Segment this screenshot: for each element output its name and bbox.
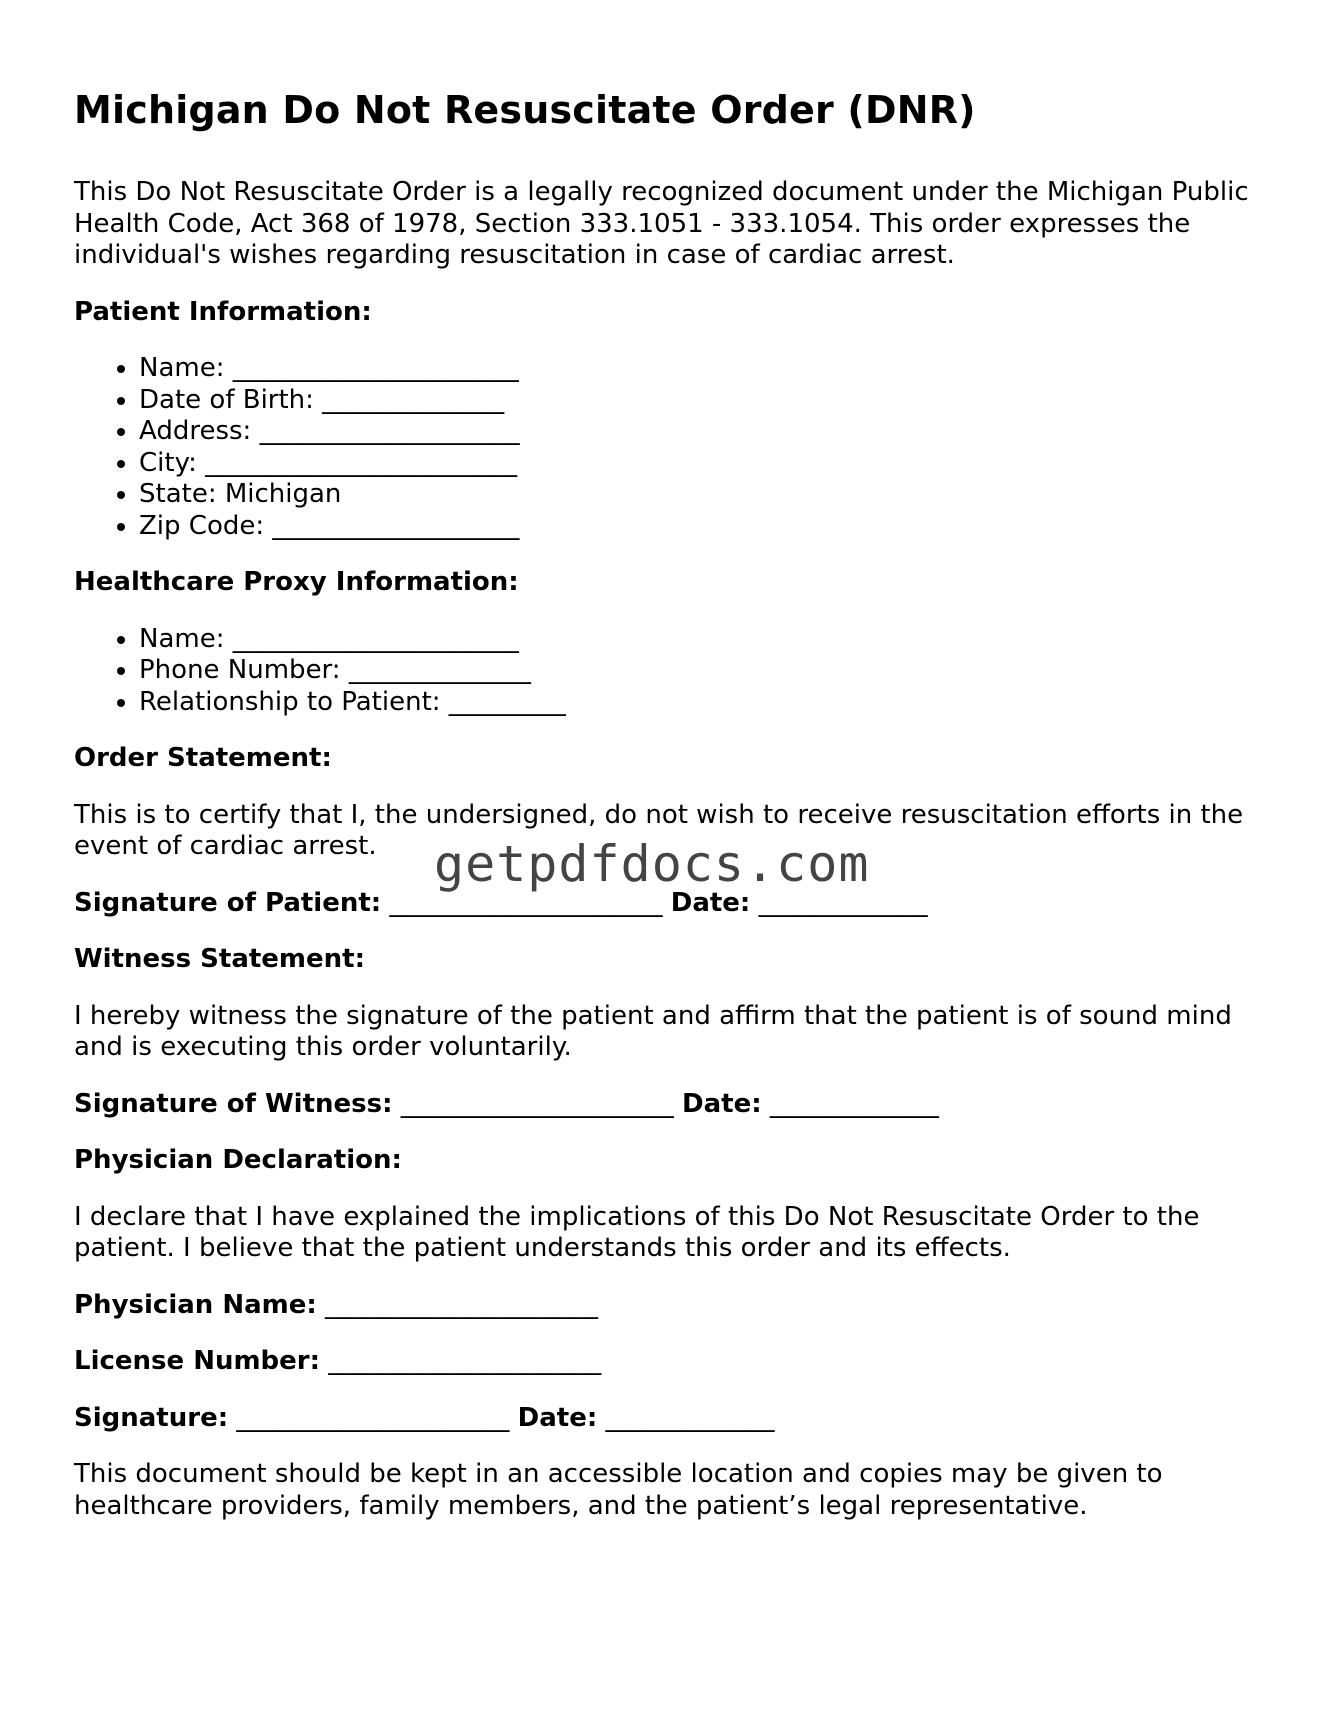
physician-name-label: Physician Name:	[74, 1289, 317, 1320]
patient-address-field: • Address: ____________________	[139, 416, 1274, 448]
witness-date-label: Date:	[682, 1088, 762, 1119]
physician-date-blank: _____________	[605, 1402, 775, 1433]
witness-signature-blank: _____________________	[400, 1088, 674, 1119]
patient-info-list	[74, 353, 1274, 542]
physician-name-blank: _____________________	[325, 1289, 599, 1320]
intro-paragraph: This Do Not Resuscitate Order is a legally recognized document under the Michigan Public Health Code, Act 368 of 1978, Section 333.1051 - 333.1054. This order expresses the individual's wishes regarding resuscitation in case of cardiac arrest.	[74, 177, 1249, 270]
proxy-name-field: • Name: ______________________	[139, 624, 1274, 656]
patient-date-label: Date:	[670, 887, 751, 918]
physician-signature-blank: _____________________	[236, 1402, 510, 1433]
patient-name-field: • Name: ______________________	[139, 353, 1274, 385]
physician-name-line	[74, 1290, 1274, 1322]
witness-statement-text: I hereby witness the signature of the patient and affirm that the patient is of sound mind and is executing this order voluntarily.	[74, 1000, 1232, 1062]
proxy-phone-field: • Phone Number: ______________	[139, 655, 1274, 687]
patient-signature-label: Signature of Patient:	[74, 887, 382, 918]
physician-date-label: Date:	[517, 1402, 598, 1433]
physician-declaration-heading: Physician Declaration:	[74, 1145, 402, 1175]
document-title: Michigan Do Not Resuscitate Order (DNR)	[74, 88, 976, 132]
license-number-label: License Number:	[74, 1346, 321, 1376]
physician-signature-line	[74, 1403, 1274, 1435]
watermark-text: getpdfdocs.com	[434, 835, 870, 893]
footer-note: This document should be kept in an accessible location and copies may be given to healthcare providers, family members, and the patient’s legal representative.	[74, 1459, 1163, 1521]
patient-info-heading: Patient Information:	[74, 296, 372, 327]
patient-state-field: • State: Michigan	[139, 479, 1274, 511]
patient-zip-field: • Zip Code: ___________________	[139, 511, 1274, 543]
order-statement-text: This is to certify that I, the undersigned, do not wish to receive resuscitation efforts in the event of cardiac arrest.	[74, 799, 1244, 861]
order-statement-heading: Order Statement:	[74, 743, 332, 773]
license-number-blank: _____________________	[328, 1346, 602, 1376]
patient-signature-blank: _____________________	[389, 887, 663, 918]
patient-date-blank: _____________	[758, 887, 928, 918]
document-page	[74, 88, 1274, 1522]
physician-declaration-text: I declare that I have explained the implications of this Do Not Resuscitate Order to the patient. I believe that the patient understands this order and its effects.	[74, 1201, 1200, 1263]
patient-city-field: • City: ________________________	[139, 448, 1274, 480]
witness-statement-heading: Witness Statement:	[74, 944, 365, 974]
proxy-info-heading: Healthcare Proxy Information:	[74, 567, 519, 597]
physician-signature-label: Signature:	[74, 1402, 229, 1433]
witness-signature-label: Signature of Witness:	[74, 1088, 393, 1119]
patient-dob-field: • Date of Birth: ______________	[139, 385, 1274, 417]
proxy-info-list	[74, 624, 1274, 719]
proxy-relationship-field: • Relationship to Patient: _________	[139, 687, 1274, 719]
license-number-line	[74, 1346, 1274, 1378]
witness-date-blank: _____________	[769, 1088, 939, 1119]
witness-signature-line	[74, 1089, 1274, 1121]
